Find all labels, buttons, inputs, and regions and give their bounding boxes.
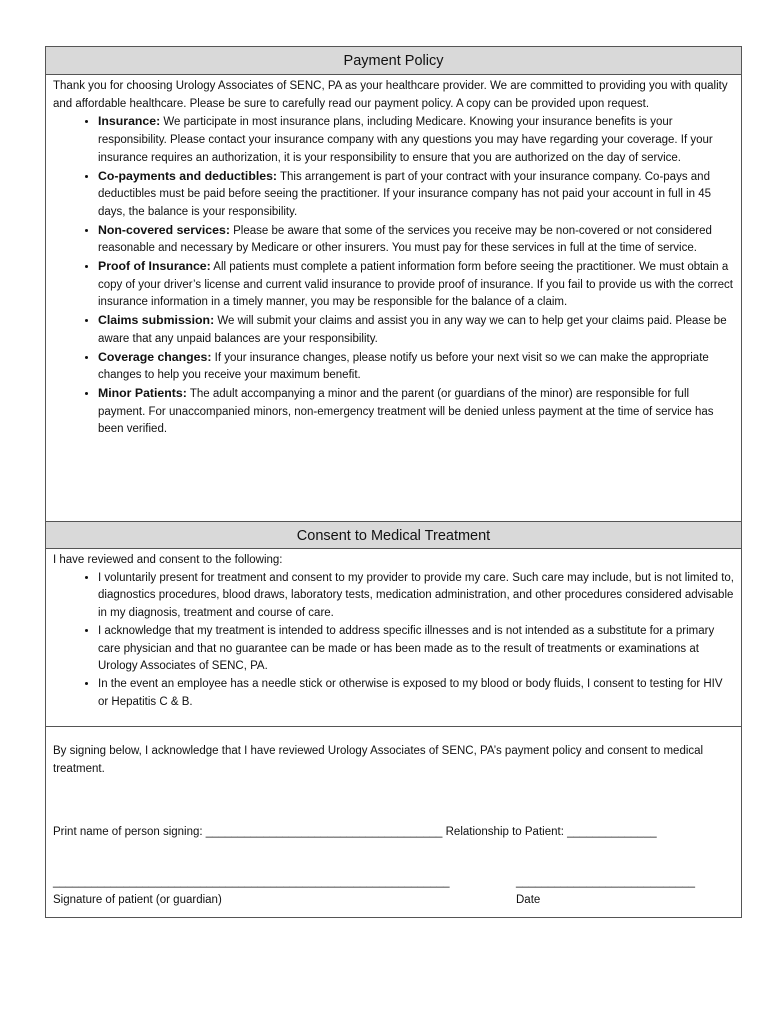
- payment-policy-heading: Payment Policy: [46, 47, 741, 75]
- consent-heading: Consent to Medical Treatment: [46, 521, 741, 549]
- acknowledgement-statement: By signing below, I acknowledge that I have reviewed Urology Associates of SENC, PA’s payment policy and consent to medical treatment.: [53, 745, 704, 775]
- policy-intro: Thank you for choosing Urology Associates of SENC, PA as your healthcare provider. We are committed to providing you with quality and affordable healthcare. Please be sure to carefully read our payment policy. A copy can be provided upon request.: [53, 80, 728, 110]
- policy-item-proof-of-insurance: • Proof of Insurance: All patients must complete a patient information form before seeing the practitioner. We must obtain a copy of your driver’s license and current valid insurance to provide proof of insurance. If you fail to provide us with the correct insurance information in a timely manner, you may be responsible for the balance of a claim.: [98, 258, 734, 312]
- consent-intro: I have reviewed and consent to the following:: [53, 554, 283, 566]
- policy-item-non-covered: • Non-covered services: Please be aware that some of the services you receive may be non-covered or not considered reasonable and necessary by Medicare or other insurers. You must pay for these services in full at the time of service.: [98, 222, 734, 258]
- signoff-section: [46, 727, 741, 778]
- policy-item-minor-patients: • Minor Patients: The adult accompanying a minor and the parent (or guardians of the minor) are responsible for full payment. For unaccompanied minors, non-emergency treatment will be denied unless payment at the time of service has been verified.: [98, 385, 734, 439]
- payment-policy-form: [45, 46, 742, 918]
- consent-item: • In the event an employee has a needle stick or otherwise is exposed to my blood or body fluids, I consent to testing for HIV or Hepatitis C & B.: [98, 676, 734, 711]
- signature-area: [46, 778, 741, 918]
- policy-item-copayments: • Co-payments and deductibles: This arrangement is part of your contract with your insurance company. Co-pays and deductibles must be paid before seeing the practitioner. If your insurance company has not paid your account in full in 45 days, the balance is your responsibility.: [98, 168, 734, 222]
- policy-list: [53, 113, 734, 439]
- consent-item: • I voluntarily present for treatment and consent to my provider to provide my care. Such care may include, but is not limited to, diagnostics procedures, blood draws, laboratory tests, medication administration, and other procedures considered advisable in my diagnosis, treatment and course of care.: [98, 570, 734, 623]
- policy-item-claims: • Claims submission: We will submit your claims and assist you in any way we can to help get your claims paid. Please be aware that any unpaid balances are your responsibility.: [98, 312, 734, 348]
- date-field[interactable]: ____________________________: [516, 876, 696, 889]
- payment-policy-section: [46, 75, 741, 521]
- print-name-field[interactable]: Print name of person signing: _____________________________________ Relationship to Patient: ______________: [53, 826, 657, 839]
- consent-list: [53, 570, 734, 712]
- policy-item-insurance: • Insurance: We participate in most insurance plans, including Medicare. Knowing your insurance benefits is your responsibility. Please contact your insurance company with any questions you may have regarding your coverage. If your insurance requires an authorization, it is your responsibility to ensure that you are authorized on the day of service.: [98, 113, 734, 167]
- date-label: Date: [516, 894, 541, 907]
- consent-item: • I acknowledge that my treatment is intended to address specific illnesses and is not intended as a substitute for a primary care physician and that no guarantee can be made or has been made as to the result of treatments or examinations at Urology Associates of SENC, PA.: [98, 623, 734, 676]
- signature-field[interactable]: ______________________________________________________________: [53, 876, 450, 889]
- signature-label: Signature of patient (or guardian): [53, 894, 222, 907]
- consent-section: [46, 549, 741, 727]
- policy-item-coverage-changes: • Coverage changes: If your insurance changes, please notify us before your next visit so we can make the appropriate changes to help you receive your maximum benefit.: [98, 349, 734, 385]
